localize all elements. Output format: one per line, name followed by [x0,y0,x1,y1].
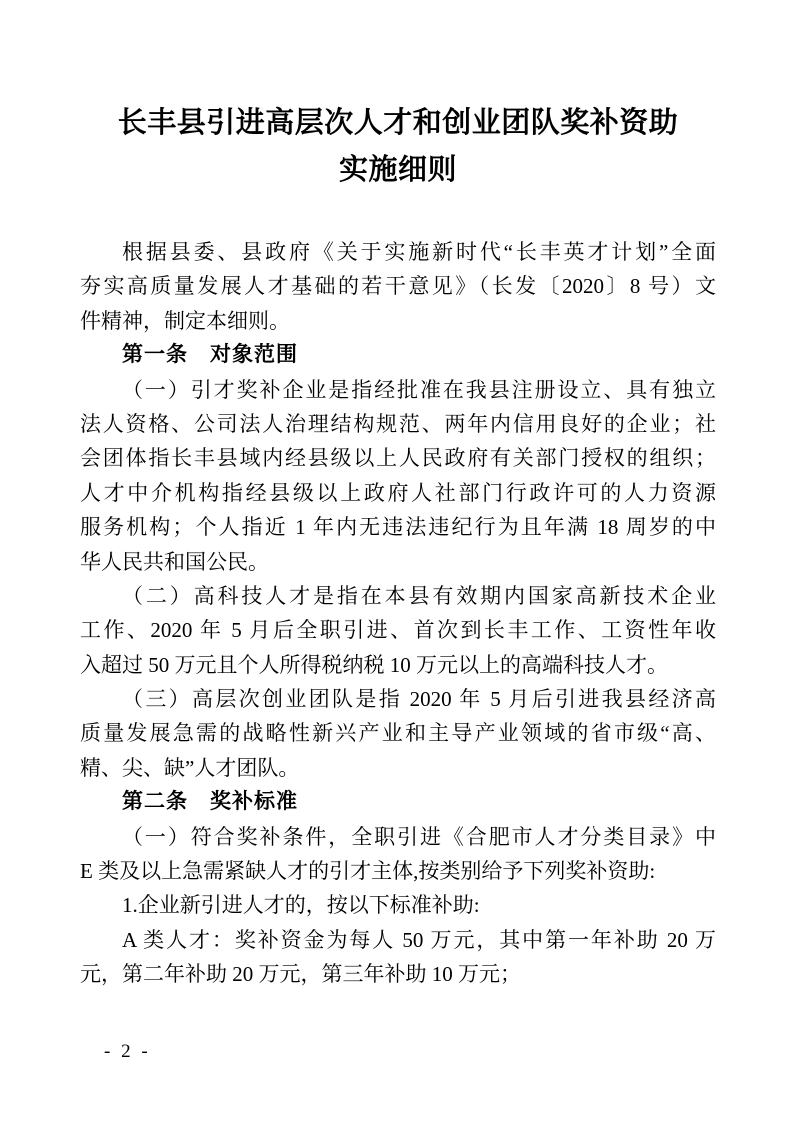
paragraph [80,820,716,889]
document-body [80,235,716,992]
text-line: （一）引才奖补企业是指经批准在我县注册设立、具有独立 [122,377,716,402]
text-line: 夯实高质量发展人才基础的若干意见》（长发〔2020〕8 号）文 [80,274,716,299]
page-number: - 2 - [104,1041,151,1062]
text-line: 第一条 对象范围 [122,343,298,367]
text-line: 1.企业新引进人才的，按以下标准补助: [122,893,480,918]
text-line: 质量发展急需的战略性新兴产业和主导产业领域的省市级“高、 [80,721,716,746]
section-heading [80,785,716,819]
text-line: 件精神，制定本细则。 [80,308,290,333]
text-line: 第二条 奖补标准 [122,790,298,814]
text-line: 人才中介机构指经县级以上政府人社部门行政许可的人力资源 [80,480,716,505]
text-line: （一）符合奖补条件，全职引进《合肥市人才分类目录》中 [122,824,716,849]
document-title [80,100,716,194]
paragraph [80,579,716,682]
text-line: （三）高层次创业团队是指 2020 年 5 月后引进我县经济高 [122,687,716,712]
text-line: 入超过 50 万元且个人所得税纳税 10 万元以上的高端科技人才。 [80,652,668,677]
text-line: 法人资格、公司法人治理结构规范、两年内信用良好的企业；社 [80,411,716,436]
paragraph [80,373,716,579]
paragraph [80,235,716,338]
paragraph [80,923,716,992]
page-content [80,100,716,992]
text-line: A 类人才：奖补资金为每人 50 万元，其中第一年补助 20 万 [122,927,716,952]
paragraph [80,682,716,785]
paragraph [80,888,716,922]
text-line: （二）高科技人才是指在本县有效期内国家高新技术企业 [122,583,716,608]
text-line: 华人民共和国公民。 [80,549,269,574]
text-line: 元，第二年补助 20 万元，第三年补助 10 万元； [80,962,521,987]
document-title-line-1: 长丰县引进高层次人才和创业团队奖补资助 [117,107,679,139]
text-line: 精、尖、缺”人才团队。 [80,755,300,780]
document-title-line-2: 实施细则 [338,154,457,186]
section-heading [80,338,716,372]
text-line: 服务机构；个人指近 1 年内无违法违纪行为且年满 18 周岁的中 [80,515,716,540]
text-line: 会团体指长丰县域内经县级以上人民政府有关部门授权的组织； [80,446,716,471]
text-line: 根据县委、县政府《关于实施新时代“长丰英才计划”全面 [122,240,716,264]
text-line: E 类及以上急需紧缺人才的引才主体,按类别给予下列奖补资助: [80,859,656,884]
text-line: 工作、2020 年 5 月后全职引进、首次到长丰工作、工资性年收 [80,618,716,643]
